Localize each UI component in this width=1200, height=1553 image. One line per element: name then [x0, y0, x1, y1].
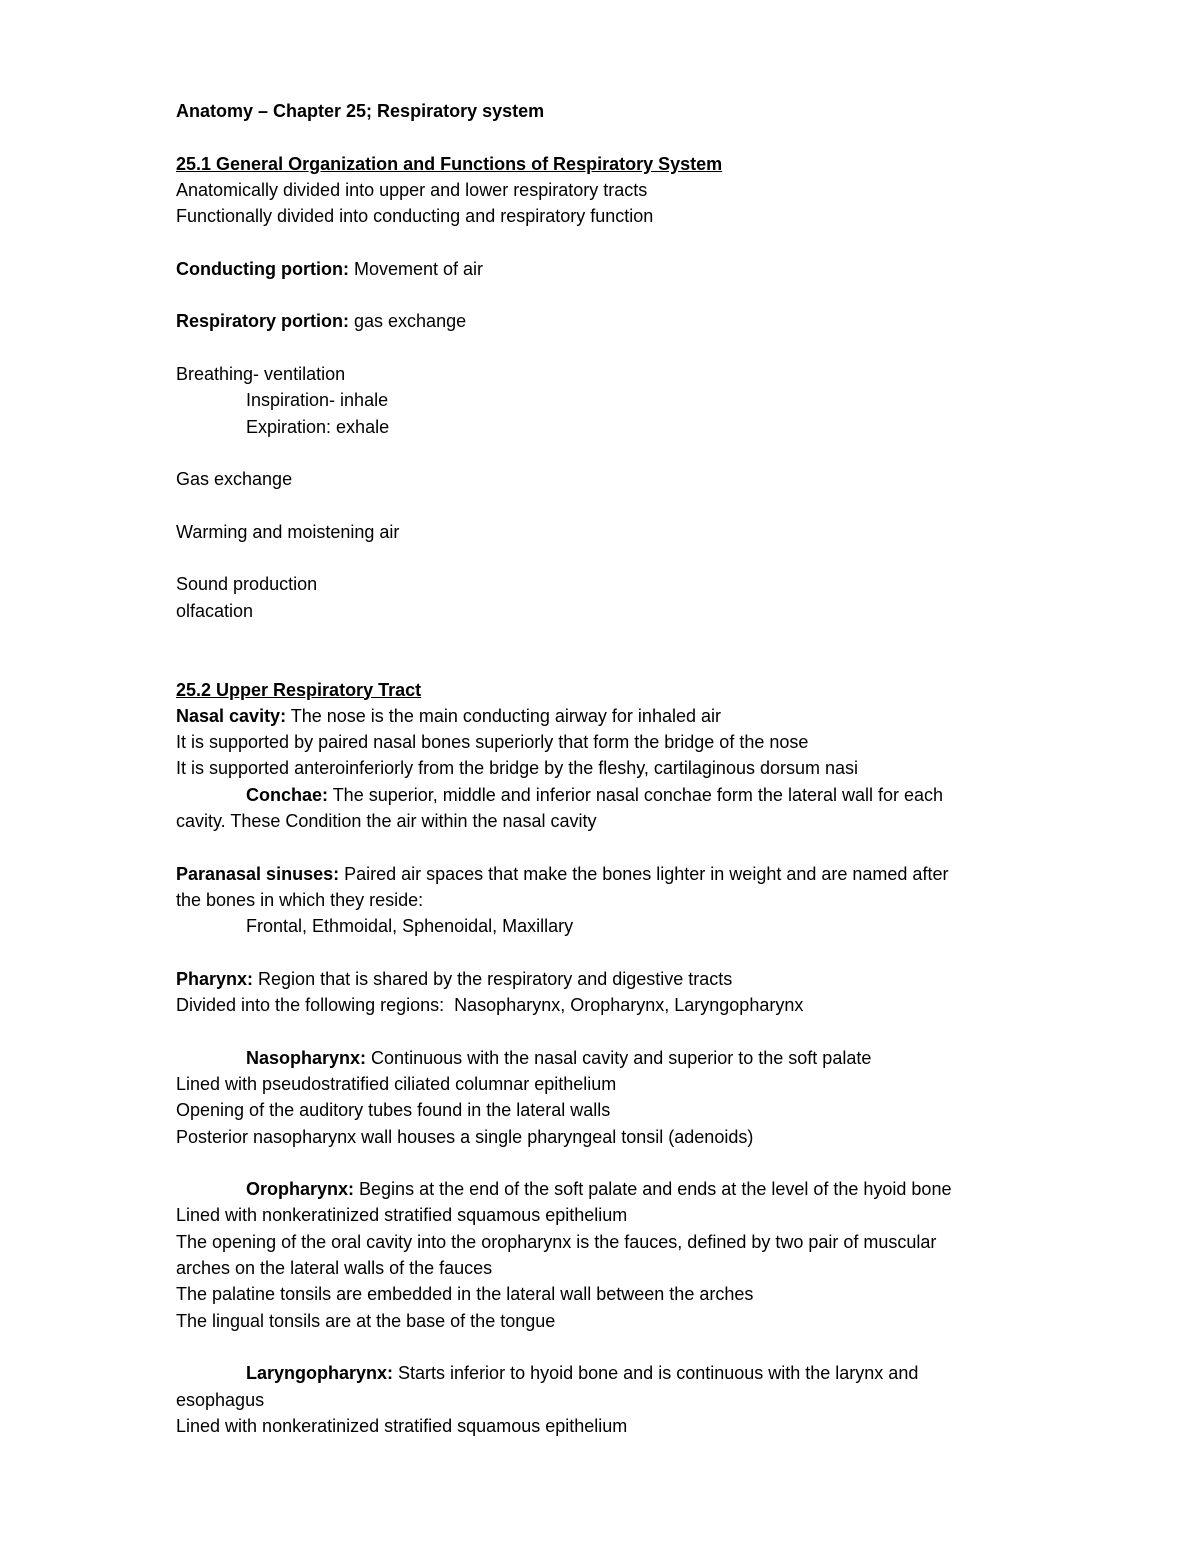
spacer — [176, 335, 1036, 361]
term-label: Conducting portion: — [176, 258, 349, 279]
spacer — [176, 492, 1036, 518]
text-line: Lined with nonkeratinized stratified squamous epithelium — [176, 1415, 628, 1436]
respiratory-portion-line — [176, 308, 1036, 334]
oropharynx-line — [176, 1176, 1036, 1202]
spacer — [176, 229, 1036, 255]
text-line: Sound production — [176, 574, 318, 595]
term-text: The nose is the main conducting airway for inhaled air — [286, 705, 721, 726]
text-line: Anatomically divided into upper and lower respiratory tracts — [176, 179, 648, 200]
text-line: Warming and moistening air — [176, 521, 400, 542]
document-title: Anatomy – Chapter 25; Respiratory system — [176, 101, 545, 121]
pharynx-line — [176, 966, 1036, 992]
spacer — [176, 1334, 1036, 1360]
nasopharynx-line — [176, 1045, 1036, 1071]
text-line: It is supported anteroinferiorly from the bridge by the fleshy, cartilaginous dorsum nasi — [176, 758, 859, 779]
term-text: Continuous with the nasal cavity and superior to the soft palate — [366, 1047, 872, 1068]
spacer — [176, 282, 1036, 308]
term-text: The superior, middle and inferior nasal conchae form the lateral wall for each — [328, 784, 944, 805]
section-heading-25-1: 25.1 General Organization and Functions of Respiratory System — [176, 153, 723, 174]
spacer — [176, 834, 1036, 860]
term-label: Nasopharynx: — [246, 1047, 367, 1068]
term-text: gas exchange — [349, 311, 467, 332]
text-line: Lined with nonkeratinized stratified squamous epithelium — [176, 1205, 628, 1226]
text-line: olfacation — [176, 600, 254, 621]
spacer — [176, 545, 1036, 571]
section-heading-25-2: 25.2 Upper Respiratory Tract — [176, 679, 422, 700]
term-label: Conchae: — [246, 784, 329, 805]
text-line: Posterior nasopharynx wall houses a single pharyngeal tonsil (adenoids) — [176, 1126, 754, 1147]
term-text: Begins at the end of the soft palate and ends at the level of the hyoid bone — [354, 1179, 952, 1200]
text-line: cavity. These Condition the air within the nasal cavity — [176, 811, 597, 832]
term-text: Starts inferior to hyoid bone and is continuous with the larynx and — [393, 1363, 919, 1384]
text-line: the bones in which they reside: — [176, 889, 424, 910]
spacer — [176, 1018, 1036, 1044]
term-label: Laryngopharynx: — [246, 1363, 394, 1384]
conducting-portion-line — [176, 256, 1036, 282]
term-text: Paired air spaces that make the bones lighter in weight and are named after — [339, 863, 949, 884]
text-line: Lined with pseudostratified ciliated columnar epithelium — [176, 1073, 617, 1094]
text-line: Breathing- ventilation — [176, 363, 346, 384]
paranasal-sinuses-line — [176, 861, 1036, 887]
text-line: esophagus — [176, 1389, 265, 1410]
spacer — [176, 440, 1036, 466]
spacer — [176, 124, 1036, 150]
document-page — [176, 98, 1036, 1439]
text-line: arches on the lateral walls of the fauces — [176, 1258, 493, 1279]
text-line-indented: Expiration: exhale — [246, 416, 390, 437]
term-label: Nasal cavity: — [176, 705, 287, 726]
text-line: The opening of the oral cavity into the oropharynx is the fauces, defined by two pair of muscular — [176, 1231, 937, 1252]
spacer — [176, 650, 1036, 676]
term-text: Region that is shared by the respiratory and digestive tracts — [253, 968, 733, 989]
text-line: Functionally divided into conducting and respiratory function — [176, 206, 654, 227]
term-label: Respiratory portion: — [176, 311, 350, 332]
term-label: Pharynx: — [176, 968, 254, 989]
text-line: The palatine tonsils are embedded in the lateral wall between the arches — [176, 1284, 754, 1305]
laryngopharynx-line — [176, 1360, 1036, 1386]
text-line: Gas exchange — [176, 469, 293, 490]
text-line-indented: Frontal, Ethmoidal, Sphenoidal, Maxillary — [246, 916, 574, 937]
conchae-line — [176, 782, 1036, 808]
nasal-cavity-line — [176, 703, 1036, 729]
term-label: Paranasal sinuses: — [176, 863, 340, 884]
text-line-indented: Inspiration- inhale — [246, 390, 389, 411]
spacer — [176, 624, 1036, 650]
term-text: Movement of air — [348, 258, 484, 279]
text-line: Divided into the following regions: Nasopharynx, Oropharynx, Laryngopharynx — [176, 995, 804, 1016]
spacer — [176, 940, 1036, 966]
text-line: It is supported by paired nasal bones superiorly that form the bridge of the nose — [176, 732, 809, 753]
text-line: The lingual tonsils are at the base of the tongue — [176, 1310, 556, 1331]
term-label: Oropharynx: — [246, 1179, 355, 1200]
text-line: Opening of the auditory tubes found in the lateral walls — [176, 1100, 611, 1121]
spacer — [176, 1150, 1036, 1176]
